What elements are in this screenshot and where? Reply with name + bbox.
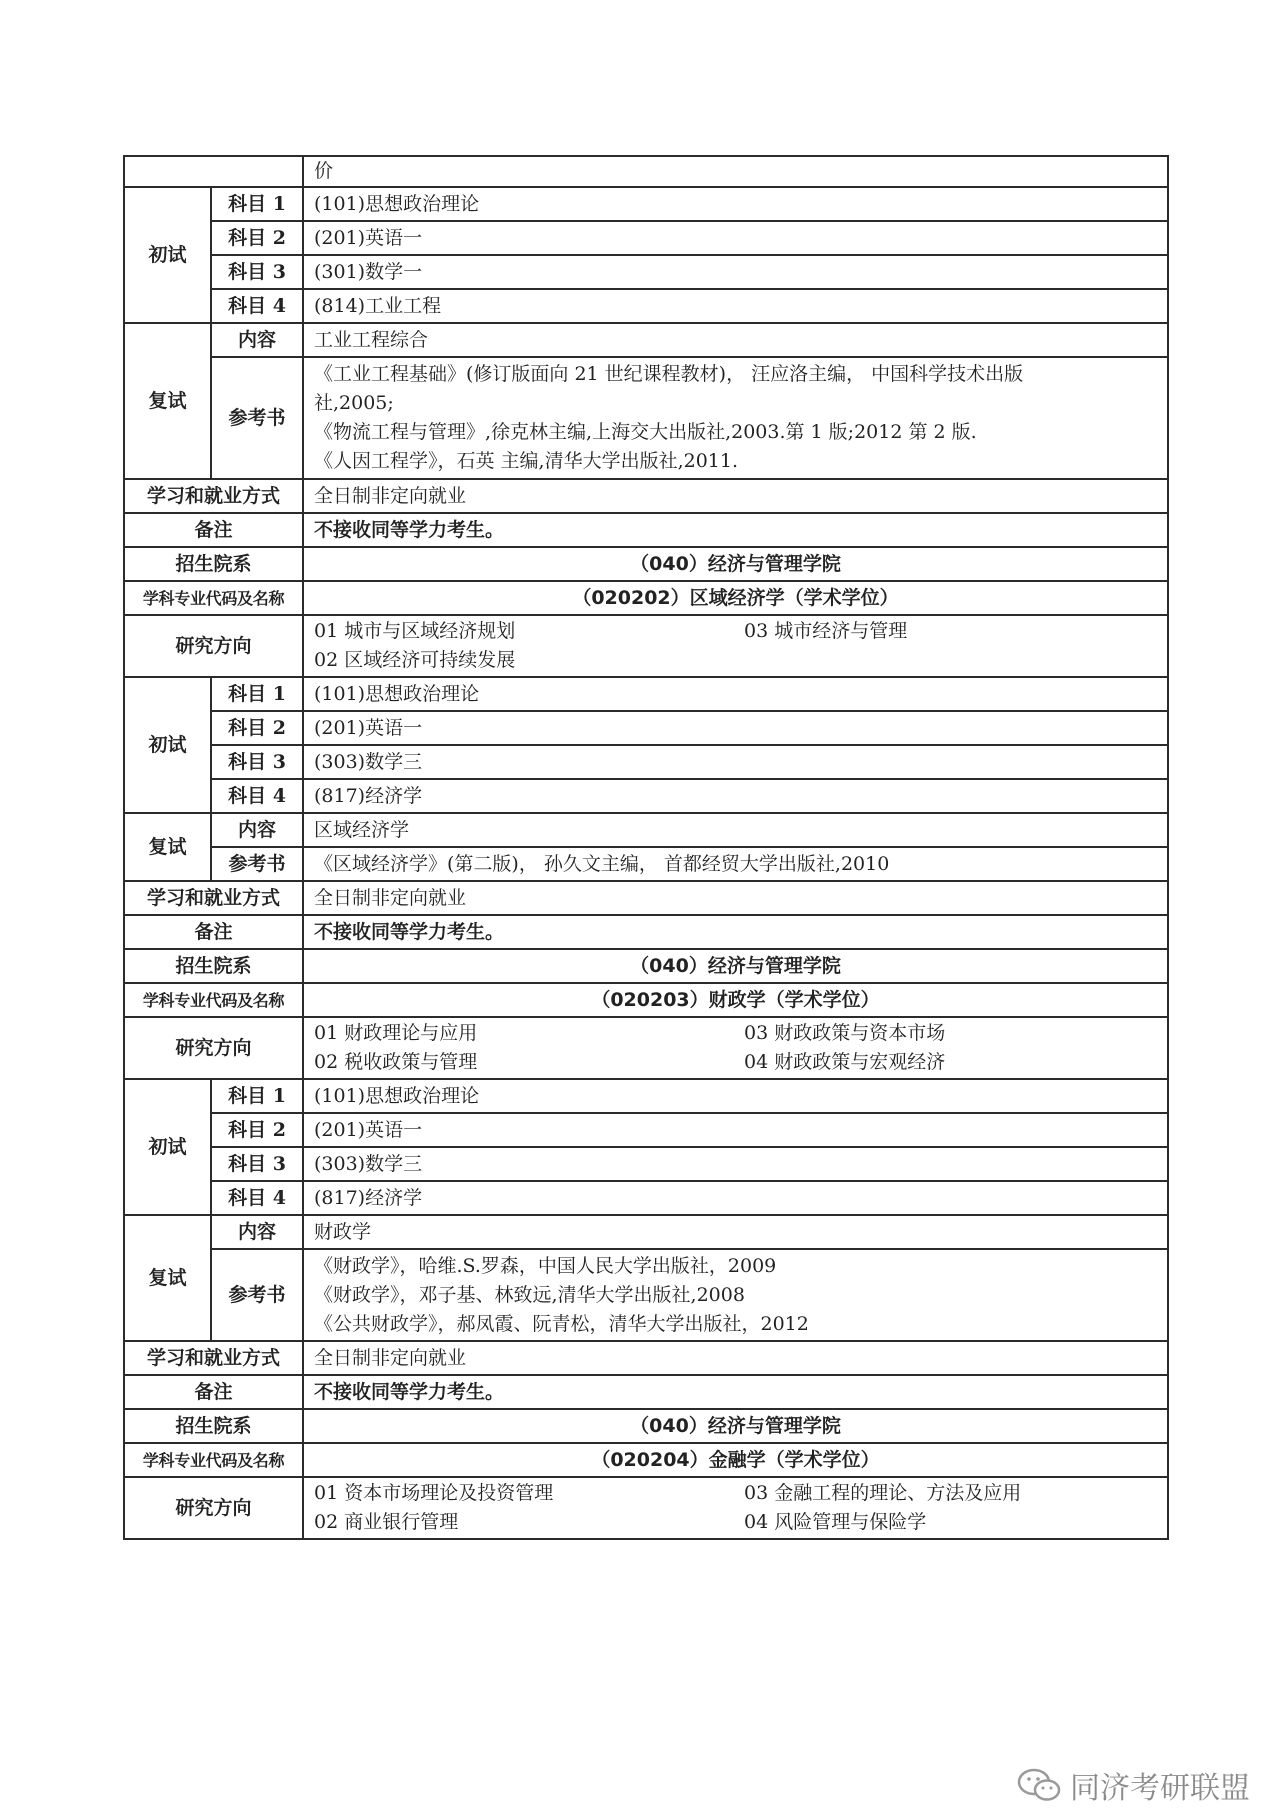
table-row [124, 1181, 1168, 1215]
table-row [124, 221, 1168, 255]
direction-item: 04 风险管理与保险学 [744, 1511, 927, 1533]
direction-item: 03 金融工程的理论、方法及应用 [744, 1482, 1022, 1504]
content-value: 财政学 [303, 1215, 1168, 1249]
table-row [124, 547, 1168, 581]
subject-value: (101)思想政治理论 [303, 677, 1168, 711]
table-row [124, 1147, 1168, 1181]
study-mode-value: 全日制非定向就业 [303, 881, 1168, 915]
watermark-text: 同济考研联盟 [1070, 1771, 1250, 1806]
table-row [124, 949, 1168, 983]
table-row [124, 779, 1168, 813]
table-row [124, 983, 1168, 1017]
remark-value: 不接收同等学力考生。 [303, 513, 1168, 547]
continued-text: 价 [303, 156, 1168, 187]
direction-label: 研究方向 [124, 615, 303, 677]
study-mode-label: 学习和就业方式 [124, 479, 303, 513]
school-value: （040）经济与管理学院 [303, 547, 1168, 581]
subject-label: 科目 4 [211, 779, 303, 813]
subject-label: 科目 1 [211, 677, 303, 711]
study-mode-label: 学习和就业方式 [124, 1341, 303, 1375]
school-label: 招生院系 [124, 1409, 303, 1443]
chushi-label: 初试 [124, 1079, 211, 1215]
book-line: 《人因工程学》，石英 主编,清华大学出版社,2011. [314, 450, 739, 472]
table-row [124, 479, 1168, 513]
content-label: 内容 [211, 813, 303, 847]
table-row [124, 1079, 1168, 1113]
table-row [124, 1249, 1168, 1341]
study-mode-value: 全日制非定向就业 [303, 1341, 1168, 1375]
book-line: 《工业工程基础》(修订版面向 21 世纪课程教材)， 汪应洛主编， 中国科学技术出版 [314, 363, 1024, 385]
study-mode-label: 学习和就业方式 [124, 881, 303, 915]
table-row [124, 357, 1168, 479]
major-value: （020203）财政学（学术学位） [303, 983, 1168, 1017]
subject-value: (201)英语一 [303, 221, 1168, 255]
table-row [124, 513, 1168, 547]
direction-item: 01 资本市场理论及投资管理 [314, 1482, 554, 1504]
study-mode-value: 全日制非定向就业 [303, 479, 1168, 513]
subject-label: 科目 2 [211, 221, 303, 255]
admissions-table [123, 155, 1169, 1540]
direction-item: 02 区域经济可持续发展 [314, 649, 516, 671]
books-value: 《区域经济学》(第二版)， 孙久文主编， 首都经贸大学出版社,2010 [303, 847, 1168, 881]
table-row [124, 1477, 1168, 1539]
subject-value: (201)英语一 [303, 711, 1168, 745]
table-row [124, 581, 1168, 615]
direction-value [303, 1477, 1168, 1539]
school-value: （040）经济与管理学院 [303, 1409, 1168, 1443]
book-line: 社,2005; [314, 392, 394, 414]
direction-item: 03 城市经济与管理 [744, 620, 908, 642]
school-label: 招生院系 [124, 547, 303, 581]
subject-label: 科目 3 [211, 745, 303, 779]
direction-item: 02 商业银行管理 [314, 1511, 459, 1533]
wechat-icon [1016, 1765, 1062, 1805]
school-value: （040）经济与管理学院 [303, 949, 1168, 983]
school-label: 招生院系 [124, 949, 303, 983]
table-row [124, 1017, 1168, 1079]
table-row [124, 677, 1168, 711]
table-row [124, 615, 1168, 677]
subject-value: (817)经济学 [303, 1181, 1168, 1215]
direction-value [303, 1017, 1168, 1079]
subject-value: (303)数学三 [303, 745, 1168, 779]
table-row [124, 1409, 1168, 1443]
table-row [124, 847, 1168, 881]
content-value: 工业工程综合 [303, 323, 1168, 357]
books-value [303, 1249, 1168, 1341]
table-row [124, 711, 1168, 745]
remark-label: 备注 [124, 513, 303, 547]
direction-item: 01 城市与区域经济规划 [314, 620, 516, 642]
book-line: 《财政学》，邓子基、林致远,清华大学出版社,2008 [314, 1283, 745, 1306]
content-value: 区域经济学 [303, 813, 1168, 847]
subject-label: 科目 1 [211, 1079, 303, 1113]
table-row [124, 915, 1168, 949]
table-row [124, 1113, 1168, 1147]
remark-label: 备注 [124, 1375, 303, 1409]
major-value: （020202）区域经济学（学术学位） [303, 581, 1168, 615]
subject-label: 科目 3 [211, 1147, 303, 1181]
subject-label: 科目 1 [211, 187, 303, 221]
table-row [124, 813, 1168, 847]
subject-label: 科目 2 [211, 711, 303, 745]
subject-value: (201)英语一 [303, 1113, 1168, 1147]
book-line: 《财政学》，哈维.S.罗森，中国人民大学出版社，2009 [314, 1254, 777, 1277]
empty-cell [124, 156, 303, 187]
table-row [124, 881, 1168, 915]
table-row [124, 187, 1168, 221]
chushi-label: 初试 [124, 677, 211, 813]
direction-item: 04 财政政策与宏观经济 [744, 1051, 946, 1073]
direction-value [303, 615, 1168, 677]
table-row [124, 323, 1168, 357]
subject-label: 科目 4 [211, 1181, 303, 1215]
subject-value: (303)数学三 [303, 1147, 1168, 1181]
book-line: 《公共财政学》，郝凤霞、阮青松，清华大学出版社，2012 [314, 1312, 809, 1335]
subject-value: (814)工业工程 [303, 289, 1168, 323]
table-row [124, 255, 1168, 289]
major-label: 学科专业代码及名称 [124, 1443, 303, 1477]
direction-label: 研究方向 [124, 1477, 303, 1539]
fushi-label: 复试 [124, 1215, 211, 1341]
direction-item: 02 税收政策与管理 [314, 1051, 478, 1073]
books-value [303, 357, 1168, 479]
books-label: 参考书 [211, 357, 303, 479]
content-label: 内容 [211, 1215, 303, 1249]
remark-label: 备注 [124, 915, 303, 949]
table-row [124, 745, 1168, 779]
watermark [1016, 1763, 1250, 1807]
major-label: 学科专业代码及名称 [124, 581, 303, 615]
subject-value: (817)经济学 [303, 779, 1168, 813]
subject-value: (101)思想政治理论 [303, 1079, 1168, 1113]
books-label: 参考书 [211, 847, 303, 881]
table-row [124, 1215, 1168, 1249]
subject-label: 科目 3 [211, 255, 303, 289]
major-value: （020204）金融学（学术学位） [303, 1443, 1168, 1477]
content-label: 内容 [211, 323, 303, 357]
subject-label: 科目 2 [211, 1113, 303, 1147]
direction-item: 03 财政政策与资本市场 [744, 1022, 946, 1044]
table-row [124, 1341, 1168, 1375]
books-label: 参考书 [211, 1249, 303, 1341]
remark-value: 不接收同等学力考生。 [303, 1375, 1168, 1409]
major-label: 学科专业代码及名称 [124, 983, 303, 1017]
fushi-label: 复试 [124, 813, 211, 881]
fushi-label: 复试 [124, 323, 211, 479]
table-row [124, 1443, 1168, 1477]
book-line: 《物流工程与管理》,徐克林主编,上海交大出版社,2003.第 1 版;2012 第 2 版. [314, 421, 977, 443]
table-row [124, 156, 1168, 187]
chushi-label: 初试 [124, 187, 211, 323]
table-row [124, 1375, 1168, 1409]
subject-value: (301)数学一 [303, 255, 1168, 289]
subject-label: 科目 4 [211, 289, 303, 323]
subject-value: (101)思想政治理论 [303, 187, 1168, 221]
direction-label: 研究方向 [124, 1017, 303, 1079]
table-row [124, 289, 1168, 323]
direction-item: 01 财政理论与应用 [314, 1022, 478, 1044]
remark-value: 不接收同等学力考生。 [303, 915, 1168, 949]
